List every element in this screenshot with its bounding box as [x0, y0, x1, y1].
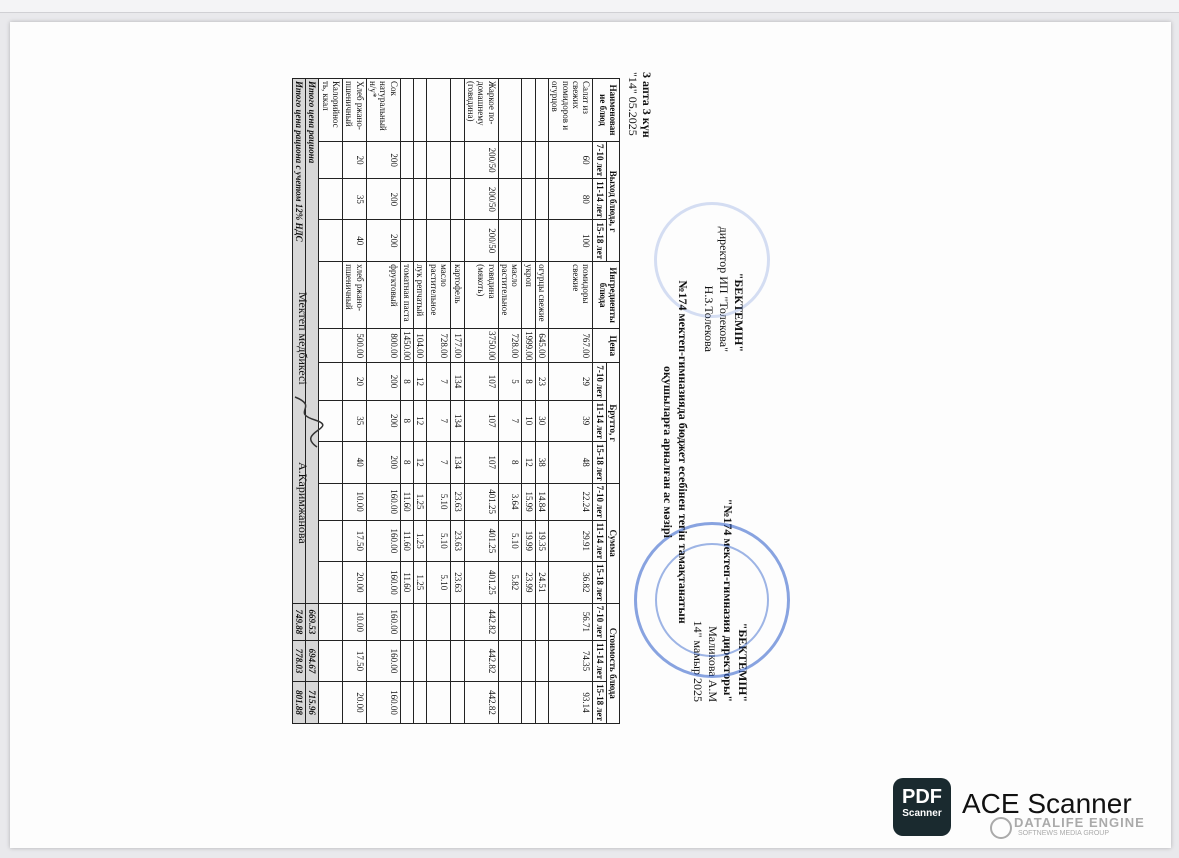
table-cell	[427, 79, 451, 142]
table-cell	[451, 179, 464, 220]
table-cell	[535, 142, 548, 179]
col-price: Цена	[593, 329, 620, 363]
table-cell: 134	[451, 363, 464, 400]
col-brutto: Брутто, г	[606, 363, 619, 483]
table-cell: 500.00	[343, 329, 367, 363]
watermark: DATALIFE ENGINE SOFTNEWS MEDIA GROUP	[990, 815, 1145, 837]
table-cell: 19.35	[535, 520, 548, 561]
table-cell: 3.64	[498, 483, 522, 520]
table-cell: 10.00	[343, 603, 367, 640]
table-cell	[319, 142, 343, 179]
table-cell: 36.82	[548, 562, 592, 604]
table-cell: 177.00	[451, 329, 464, 363]
table-cell	[319, 682, 343, 724]
age-header: 15-18 лет	[593, 441, 606, 483]
table-cell	[522, 220, 535, 262]
age-header: 7-10 лет	[593, 483, 606, 520]
table-cell: 107	[464, 441, 498, 483]
table-cell: 35	[343, 400, 367, 441]
table-cell	[319, 483, 343, 520]
table-cell	[400, 179, 413, 220]
table-cell: 200	[366, 400, 400, 441]
table-row	[427, 79, 451, 724]
age-header: 11-14 лет	[593, 520, 606, 561]
table-cell	[427, 682, 451, 724]
age-header: 7-10 лет	[593, 142, 606, 179]
age-header: 11-14 лет	[593, 640, 606, 681]
table-cell: 30	[535, 400, 548, 441]
table-cell	[414, 682, 427, 724]
table-cell: 107	[464, 400, 498, 441]
total-value: 669.53	[306, 603, 319, 640]
table-cell: 35	[343, 179, 367, 220]
table-cell: 401.25	[464, 520, 498, 561]
col-sum: Сумма	[606, 483, 619, 603]
table-cell: 645.00	[535, 329, 548, 363]
table-cell: 5.10	[498, 520, 522, 561]
table-cell	[427, 603, 451, 640]
table-cell: Салат из свежих помидоров и огурцов	[548, 79, 592, 142]
table-cell: 20	[343, 363, 367, 400]
table-cell	[319, 562, 343, 604]
approval-right-role: "№174 мектеп-гимназия директоры"	[721, 498, 735, 702]
table-cell: 1.25	[414, 520, 427, 561]
menu-table	[292, 78, 620, 724]
table-cell: 5.10	[427, 562, 451, 604]
nurse-signature	[285, 392, 325, 452]
table-row	[464, 79, 498, 724]
table-cell: 23.99	[522, 562, 535, 604]
table-cell: 800.00	[366, 329, 400, 363]
table-cell	[400, 220, 413, 262]
table-cell	[319, 179, 343, 220]
col-ingredients: Ингредиенты блюда	[593, 262, 620, 329]
table-cell: 160.00	[366, 640, 400, 681]
table-cell: 104.00	[414, 329, 427, 363]
table-cell: 7	[498, 400, 522, 441]
table-cell	[319, 262, 343, 329]
table-cell: 17.50	[343, 520, 367, 561]
table-cell: 160.00	[366, 603, 400, 640]
table-cell: фруктовый	[366, 262, 400, 329]
table-cell	[319, 520, 343, 561]
table-cell: 5.10	[427, 520, 451, 561]
table-cell	[319, 220, 343, 262]
table-cell: картофель	[451, 262, 464, 329]
table-cell	[414, 79, 427, 142]
table-cell: 160.00	[366, 682, 400, 724]
table-cell: 1999.00	[522, 329, 535, 363]
table-cell	[319, 640, 343, 681]
total-value: 715.96	[306, 682, 319, 724]
table-cell	[414, 179, 427, 220]
table-cell	[498, 640, 522, 681]
table-cell: масло растительное	[498, 262, 522, 329]
stamp-right	[634, 522, 790, 678]
table-cell: 10	[522, 400, 535, 441]
table-cell: 8	[400, 400, 413, 441]
table-cell: 200/50	[464, 142, 498, 179]
rotated-document	[270, 52, 750, 772]
table-cell: 11.60	[400, 520, 413, 561]
table-row	[535, 79, 548, 724]
table-cell: 12	[414, 363, 427, 400]
table-cell: 200/50	[464, 179, 498, 220]
age-header: 15-18 лет	[593, 562, 606, 604]
age-header: 15-18 лет	[593, 220, 606, 262]
table-cell: 23	[535, 363, 548, 400]
table-cell	[451, 640, 464, 681]
table-cell: 728.00	[498, 329, 522, 363]
table-cell: 200	[366, 142, 400, 179]
table-cell	[427, 142, 451, 179]
table-cell: 134	[451, 400, 464, 441]
total-vat-value: 778.03	[292, 640, 305, 681]
nurse-name: А.Каримжанова	[296, 462, 310, 544]
table-cell: 160.00	[366, 562, 400, 604]
table-cell	[400, 682, 413, 724]
table-cell	[535, 640, 548, 681]
table-cell: 29	[548, 363, 592, 400]
age-header: 11-14 лет	[593, 400, 606, 441]
table-cell	[498, 220, 522, 262]
table-row	[343, 79, 367, 724]
table-cell	[522, 682, 535, 724]
approval-right-date: 14" мамыр 2025	[691, 620, 705, 702]
table-cell: лук репчатый	[414, 262, 427, 329]
table-cell	[427, 220, 451, 262]
table-cell: Хлеб ржано-пшеничный	[343, 79, 367, 142]
approval-right-name: Маликова А.М	[706, 626, 720, 702]
table-cell: 401.25	[464, 562, 498, 604]
table-cell: говядина (мякоть)	[464, 262, 498, 329]
table-cell: 7	[427, 363, 451, 400]
col-output: Выход блюда, г	[606, 142, 619, 262]
table-cell	[498, 682, 522, 724]
table-cell: 48	[548, 441, 592, 483]
table-cell	[522, 603, 535, 640]
table-row	[548, 79, 592, 724]
table-cell: 5	[498, 363, 522, 400]
table-cell: 8	[400, 363, 413, 400]
total-vat-label: Итого цена рациона с учетом 12% НДС	[292, 79, 305, 604]
table-cell	[414, 220, 427, 262]
table-cell: 442.82	[464, 603, 498, 640]
table-cell: 23.63	[451, 562, 464, 604]
table-cell: 11.60	[400, 483, 413, 520]
table-cell: 80	[548, 179, 592, 220]
table-cell: 23.63	[451, 520, 464, 561]
table-cell: 107	[464, 363, 498, 400]
table-cell	[522, 640, 535, 681]
nurse-label: Мектеп медбикесі	[296, 292, 310, 385]
table-cell: 20.00	[343, 562, 367, 604]
table-cell: 15.99	[522, 483, 535, 520]
table-cell	[498, 79, 522, 142]
table-cell: 134	[451, 441, 464, 483]
table-cell: 200	[366, 179, 400, 220]
table-cell: 40	[343, 220, 367, 262]
table-cell: Калорийнос ть, ккал	[319, 79, 343, 142]
table-cell	[451, 79, 464, 142]
table-cell: 200	[366, 363, 400, 400]
table-cell: 7	[427, 400, 451, 441]
table-row	[522, 79, 535, 724]
approval-left-role: директор ИП "Толекова"	[717, 226, 731, 352]
table-cell: 8	[498, 441, 522, 483]
table-cell: 100	[548, 220, 592, 262]
table-cell	[535, 179, 548, 220]
approval-left-org: "БЕКТЕМІН"	[732, 272, 746, 352]
table-cell: 200/50	[464, 220, 498, 262]
table-cell: 74.35	[548, 640, 592, 681]
table-cell	[522, 142, 535, 179]
table-cell: 442.82	[464, 640, 498, 681]
table-cell: 17.50	[343, 640, 367, 681]
table-cell: 11.60	[400, 562, 413, 604]
table-cell: помидоры свежие	[548, 262, 592, 329]
table-cell: 8	[400, 441, 413, 483]
table-cell: 14.84	[535, 483, 548, 520]
table-cell	[427, 640, 451, 681]
table-cell	[522, 79, 535, 142]
table-cell	[319, 603, 343, 640]
table-cell: 200	[366, 441, 400, 483]
table-cell: 1.25	[414, 483, 427, 520]
table-cell: томатная паста	[400, 262, 413, 329]
table-cell	[451, 603, 464, 640]
approval-left-name: Н.З.Толекова	[702, 285, 716, 352]
table-cell	[522, 179, 535, 220]
week-day: 3 апта 3 күн	[640, 72, 654, 138]
table-cell	[498, 179, 522, 220]
table-row	[498, 79, 522, 724]
table-cell: 8	[522, 363, 535, 400]
table-row	[451, 79, 464, 724]
table-row	[400, 79, 413, 724]
table-row	[366, 79, 400, 724]
table-cell	[414, 603, 427, 640]
table-cell	[535, 79, 548, 142]
table-cell: 767.00	[548, 329, 592, 363]
table-cell: 12	[414, 441, 427, 483]
col-dish: Наименован ие блюд	[593, 79, 620, 142]
total-value: 694.67	[306, 640, 319, 681]
table-cell	[535, 220, 548, 262]
table-cell	[319, 329, 343, 363]
col-cost: Стоимость блюда	[606, 603, 619, 723]
approval-right-org: "БЕКТЕМІН"	[736, 622, 750, 702]
table-cell: 5.82	[498, 562, 522, 604]
table-cell: 3750.00	[464, 329, 498, 363]
total-label: Итого цена рациона	[306, 79, 319, 604]
table-cell: 40	[343, 441, 367, 483]
table-cell: 38	[535, 441, 548, 483]
table-cell: 7	[427, 441, 451, 483]
table-cell: 60	[548, 142, 592, 179]
table-cell: 22.24	[548, 483, 592, 520]
age-header: 7-10 лет	[593, 603, 606, 640]
table-row	[414, 79, 427, 724]
table-cell	[498, 603, 522, 640]
table-cell: 1450.00	[400, 329, 413, 363]
table-cell: 19.99	[522, 520, 535, 561]
table-cell	[414, 640, 427, 681]
table-cell	[451, 220, 464, 262]
table-cell: Сок натуральный н/у*	[366, 79, 400, 142]
table-cell: 200	[366, 220, 400, 262]
table-cell	[498, 142, 522, 179]
table-cell: 29.91	[548, 520, 592, 561]
table-cell: 401.25	[464, 483, 498, 520]
table-cell: 160.00	[366, 520, 400, 561]
table-cell: Жаркое по-домашнему (говядина)	[464, 79, 498, 142]
table-cell	[535, 603, 548, 640]
watermark-icon	[990, 817, 1012, 839]
age-header: 15-18 лет	[593, 682, 606, 724]
total-vat-value: 801.88	[292, 682, 305, 724]
app-name: ACE Scanner	[962, 788, 1132, 819]
table-cell: хлеб ржано-пшеничный	[343, 262, 367, 329]
table-cell: 56.71	[548, 603, 592, 640]
table-cell: 160.00	[366, 483, 400, 520]
table-cell	[451, 142, 464, 179]
menu-date: "14" 05.2025	[626, 72, 640, 136]
table-cell	[400, 640, 413, 681]
table-cell: огурцы свежие	[535, 262, 548, 329]
previous-page-edge	[0, 0, 1179, 13]
table-cell	[535, 682, 548, 724]
table-cell: 24.51	[535, 562, 548, 604]
table-cell	[451, 682, 464, 724]
table-cell: 39	[548, 400, 592, 441]
table-cell	[427, 179, 451, 220]
scanned-page	[10, 22, 1171, 848]
table-cell	[414, 142, 427, 179]
menu-table-body	[319, 79, 593, 724]
table-cell: 12	[522, 441, 535, 483]
table-cell	[400, 142, 413, 179]
table-cell: 93.14	[548, 682, 592, 724]
table-cell: укроп	[522, 262, 535, 329]
table-cell: 20	[343, 142, 367, 179]
pdf-scanner-logo[interactable]: PDF Scanner	[893, 778, 951, 836]
table-cell: 20.00	[343, 682, 367, 724]
table-cell	[400, 603, 413, 640]
table-cell	[400, 79, 413, 142]
table-cell: масло растительное	[427, 262, 451, 329]
age-header: 7-10 лет	[593, 363, 606, 400]
total-vat-value: 749.88	[292, 603, 305, 640]
table-cell: 728.00	[427, 329, 451, 363]
menu-title: №174 мектеп-гимназияда бюджет есебінен тегін тамақтанатын оқушыларға арналған ас мәзірі	[661, 280, 690, 624]
table-cell: 5.10	[427, 483, 451, 520]
table-cell: 10.00	[343, 483, 367, 520]
age-header: 11-14 лет	[593, 179, 606, 220]
table-cell: 12	[414, 400, 427, 441]
table-cell: 23.63	[451, 483, 464, 520]
table-cell: 442.82	[464, 682, 498, 724]
table-cell: 1.25	[414, 562, 427, 604]
